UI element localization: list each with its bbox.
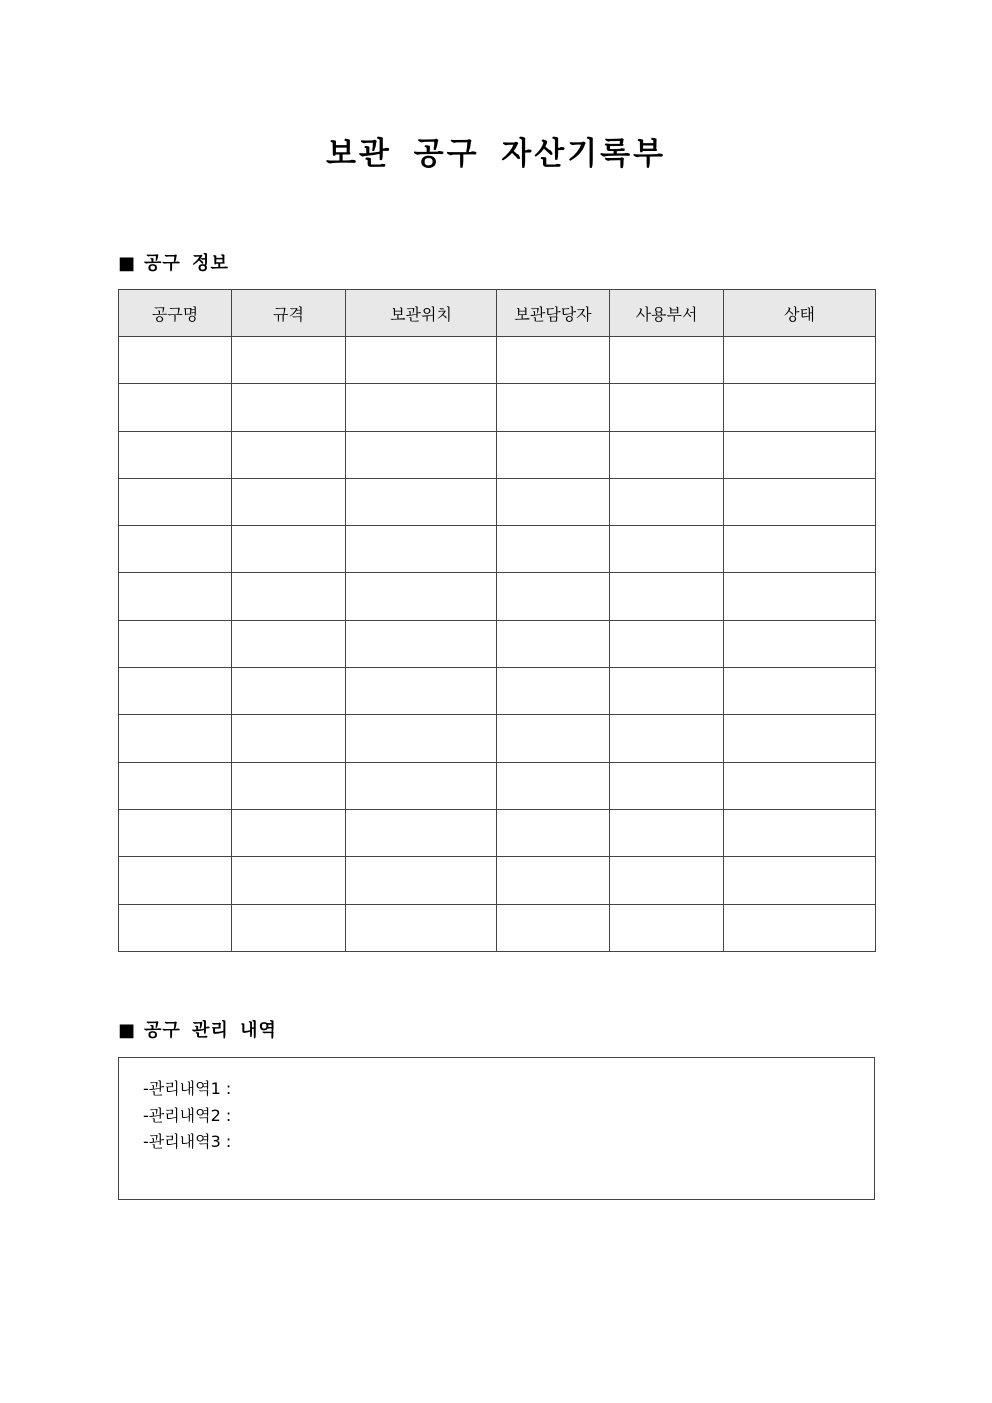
table-cell[interactable] — [724, 668, 876, 715]
table-cell[interactable] — [119, 478, 232, 525]
table-cell[interactable] — [724, 478, 876, 525]
management-note-line: -관리내역3 : — [143, 1132, 232, 1151]
table-cell[interactable] — [610, 668, 724, 715]
table-row — [119, 478, 876, 525]
table-cell[interactable] — [724, 620, 876, 667]
column-header-status: 상태 — [724, 290, 876, 337]
table-cell[interactable] — [232, 857, 346, 904]
table-cell[interactable] — [232, 715, 346, 762]
table-cell[interactable] — [119, 857, 232, 904]
column-header-spec: 규격 — [232, 290, 346, 337]
column-header-storage-location: 보관위치 — [346, 290, 497, 337]
table-cell[interactable] — [610, 478, 724, 525]
table-row — [119, 620, 876, 667]
table-cell[interactable] — [119, 573, 232, 620]
table-cell[interactable] — [610, 337, 724, 384]
table-cell[interactable] — [346, 857, 497, 904]
table-cell[interactable] — [232, 573, 346, 620]
table-cell[interactable] — [724, 431, 876, 478]
table-cell[interactable] — [497, 809, 610, 856]
table-cell[interactable] — [119, 762, 232, 809]
table-cell[interactable] — [724, 526, 876, 573]
table-cell[interactable] — [610, 904, 724, 951]
table-cell[interactable] — [346, 715, 497, 762]
table-cell[interactable] — [724, 384, 876, 431]
table-cell[interactable] — [119, 620, 232, 667]
table-cell[interactable] — [610, 809, 724, 856]
table-cell[interactable] — [724, 573, 876, 620]
table-cell[interactable] — [232, 762, 346, 809]
column-header-department: 사용부서 — [610, 290, 724, 337]
table-cell[interactable] — [610, 431, 724, 478]
table-row — [119, 762, 876, 809]
management-notes-box[interactable] — [118, 1057, 875, 1200]
table-cell[interactable] — [346, 526, 497, 573]
table-cell[interactable] — [119, 904, 232, 951]
document-title: 보관 공구 자산기록부 — [325, 136, 667, 172]
table-row — [119, 904, 876, 951]
table-row — [119, 668, 876, 715]
table-cell[interactable] — [119, 526, 232, 573]
table-row — [119, 337, 876, 384]
table-cell[interactable] — [497, 620, 610, 667]
table-cell[interactable] — [497, 762, 610, 809]
table-cell[interactable] — [610, 620, 724, 667]
table-cell[interactable] — [610, 762, 724, 809]
table-row — [119, 715, 876, 762]
table-cell[interactable] — [610, 573, 724, 620]
table-cell[interactable] — [232, 337, 346, 384]
table-cell[interactable] — [346, 668, 497, 715]
table-row — [119, 857, 876, 904]
table-cell[interactable] — [497, 478, 610, 525]
column-header-tool-name: 공구명 — [119, 290, 232, 337]
table-cell[interactable] — [724, 809, 876, 856]
table-cell[interactable] — [346, 904, 497, 951]
table-row — [119, 573, 876, 620]
management-heading — [118, 1019, 277, 1043]
table-cell[interactable] — [497, 904, 610, 951]
table-cell[interactable] — [497, 715, 610, 762]
table-cell[interactable] — [497, 384, 610, 431]
table-header-row — [119, 290, 876, 337]
table-row — [119, 431, 876, 478]
table-cell[interactable] — [497, 857, 610, 904]
square-bullet-icon: ■ — [118, 1020, 137, 1041]
table-cell[interactable] — [346, 384, 497, 431]
table-cell[interactable] — [724, 762, 876, 809]
table-cell[interactable] — [346, 809, 497, 856]
table-cell[interactable] — [119, 668, 232, 715]
table-cell[interactable] — [346, 573, 497, 620]
table-cell[interactable] — [346, 431, 497, 478]
table-cell[interactable] — [346, 337, 497, 384]
tool-info-heading — [118, 252, 229, 276]
table-cell[interactable] — [346, 478, 497, 525]
table-cell[interactable] — [232, 904, 346, 951]
tool-info-table — [118, 289, 876, 952]
table-row — [119, 809, 876, 856]
table-cell[interactable] — [497, 526, 610, 573]
square-bullet-icon: ■ — [118, 253, 137, 274]
table-cell[interactable] — [232, 809, 346, 856]
table-cell[interactable] — [497, 668, 610, 715]
table-cell[interactable] — [346, 620, 497, 667]
table-cell[interactable] — [724, 904, 876, 951]
table-cell[interactable] — [610, 526, 724, 573]
table-cell[interactable] — [119, 715, 232, 762]
table-cell[interactable] — [346, 762, 497, 809]
table-cell[interactable] — [497, 573, 610, 620]
table-cell[interactable] — [497, 431, 610, 478]
table-cell[interactable] — [119, 431, 232, 478]
table-cell[interactable] — [232, 478, 346, 525]
management-note-line: -관리내역1 : — [143, 1079, 232, 1098]
table-cell[interactable] — [119, 337, 232, 384]
table-cell[interactable] — [724, 715, 876, 762]
table-cell[interactable] — [232, 384, 346, 431]
table-cell[interactable] — [232, 668, 346, 715]
management-heading-label: 공구 관리 내역 — [144, 1020, 277, 1041]
table-cell[interactable] — [610, 715, 724, 762]
table-row — [119, 526, 876, 573]
management-note-line: -관리내역2 : — [143, 1105, 232, 1125]
column-header-custodian: 보관담당자 — [497, 290, 610, 337]
table-cell[interactable] — [119, 809, 232, 856]
table-cell[interactable] — [232, 526, 346, 573]
table-cell[interactable] — [724, 337, 876, 384]
table-cell[interactable] — [232, 431, 346, 478]
table-row — [119, 384, 876, 431]
table-cell[interactable] — [232, 620, 346, 667]
table-cell[interactable] — [119, 384, 232, 431]
table-cell[interactable] — [610, 384, 724, 431]
table-cell[interactable] — [610, 857, 724, 904]
table-cell[interactable] — [497, 337, 610, 384]
table-cell[interactable] — [724, 857, 876, 904]
tool-info-heading-label: 공구 정보 — [144, 253, 229, 274]
